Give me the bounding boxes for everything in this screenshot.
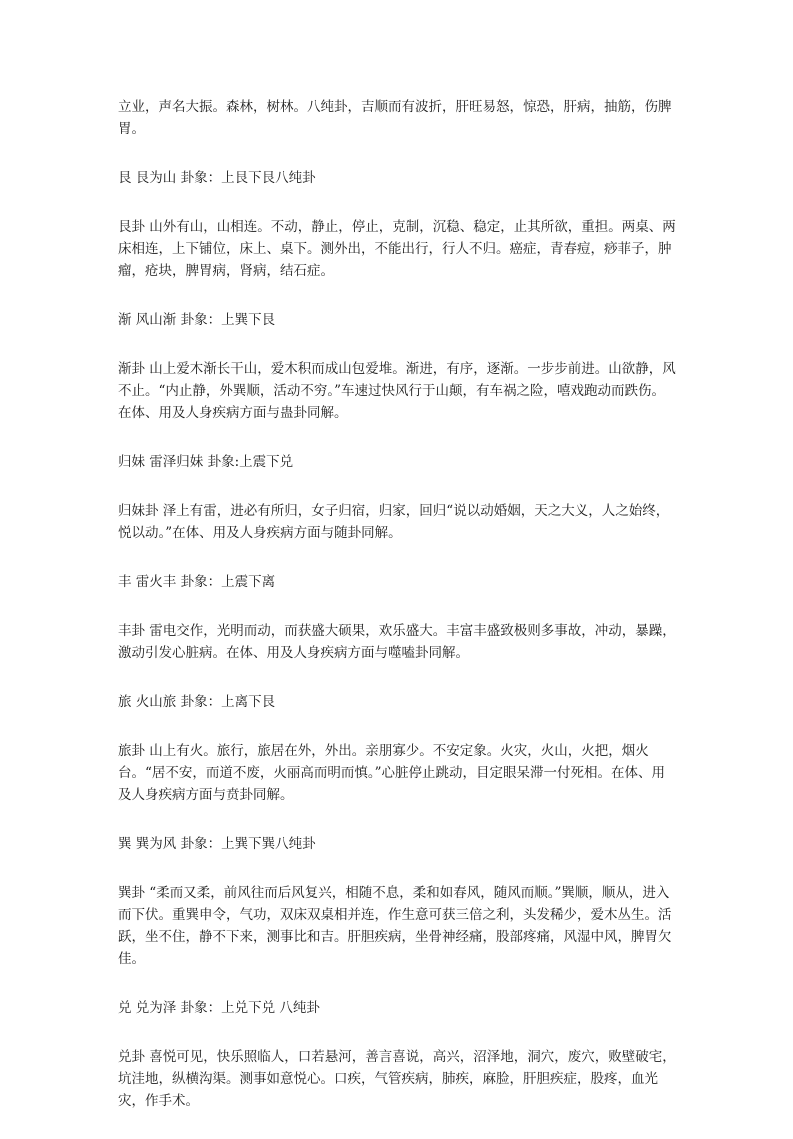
section-heading-guimei: 归妹 雷泽归妹 卦象:上震下兑: [118, 454, 294, 470]
paragraph-xun: 巽卦 “柔而又柔，前风往而后风复兴，相随不息，柔和如春风，随风而顺。”巽顺，顺从，进入而下伏。重巽申令，气功，双床双桌相并连，作生意可获三倍之利，头发稀少，爱木丛生。活跃，坐不住，静不下来，测事比和吉。肝胆疾病，坐骨神经痛，股部疼痛，风湿中风，脾胃欠佳。: [118, 885, 672, 967]
paragraph-jian: 渐卦 山上爱木渐长干山，爱木积而成山包爱堆。渐进，有序，逐渐。一步步前进。山欲静，风不止。“内止静，外巽顺，活动不穷。”车速过快风行于山颠，有车祸之险，嘻戏跑动而跌伤。在体、用及人身疾病方面与蛊卦同解。: [118, 361, 676, 421]
paragraph-gen: 艮卦 山外有山，山相连。不动，静止，停止，克制，沉稳、稳定，止其所欲，重担。两桌、两床相连，上下铺位，床上、桌下。测外出，不能出行，行人不归。癌症，青春痘，痧菲子，肿瘤，疮块，脾胃病，肾病，结石症。: [118, 219, 676, 279]
document-body: [118, 96, 678, 1139]
paragraph-intro: 立业，声名大振。森林，树林。八纯卦，吉顺而有波折，肝旺易怒，惊恐，肝病，抽筋，伤脾胃。: [118, 99, 672, 137]
paragraph-feng: 丰卦 雷电交作，光明而动，而获盛大硕果，欢乐盛大。丰富丰盛致极则多事故，冲动，暴躁，激动引发心脏病。在体、用及人身疾病方面与噬嗑卦同解。: [118, 623, 676, 661]
section-heading-dui: 兑 兑为泽 卦象：上兑下兑 八纯卦: [118, 1000, 320, 1016]
section-heading-jian: 渐 风山渐 卦象：上巽下艮: [118, 312, 276, 328]
section-heading-feng: 丰 雷火丰 卦象：上震下离: [118, 574, 276, 590]
section-heading-lv: 旅 火山旅 卦象：上离下艮: [118, 694, 276, 710]
paragraph-dui: 兑卦 喜悦可见，快乐照临人，口若悬河，善言喜说，高兴，沼泽地，洞穴，废穴，败壁破宅，坑洼地，纵横沟渠。测事如意悦心。口疾，气管疾病，肺疾，麻脸，肝胆疾症，股疼，血光灾，作手术。: [118, 1049, 676, 1109]
paragraph-guimei: 归妹卦 泽上有雷，进必有所归，女子归宿，归家，回归“说以动婚姻，天之大义，人之始终，悦以动。”在体、用及人身疾病方面与随卦同解。: [118, 503, 670, 541]
section-heading-gen: 艮 艮为山 卦象：上艮下艮八纯卦: [118, 170, 316, 186]
section-heading-xun: 巽 巽为风 卦象：上巽下巽八纯卦: [118, 836, 316, 852]
paragraph-lv: 旅卦 山上有火。旅行，旅居在外，外出。亲朋寡少。不安定象。火灾，火山，火把，烟火台。“居不安，而道不废，火丽高而明而慎。”心脏停止跳动，目定眼呆滞一付死相。在体、用及人身疾病方面与贲卦同解。: [118, 743, 666, 803]
